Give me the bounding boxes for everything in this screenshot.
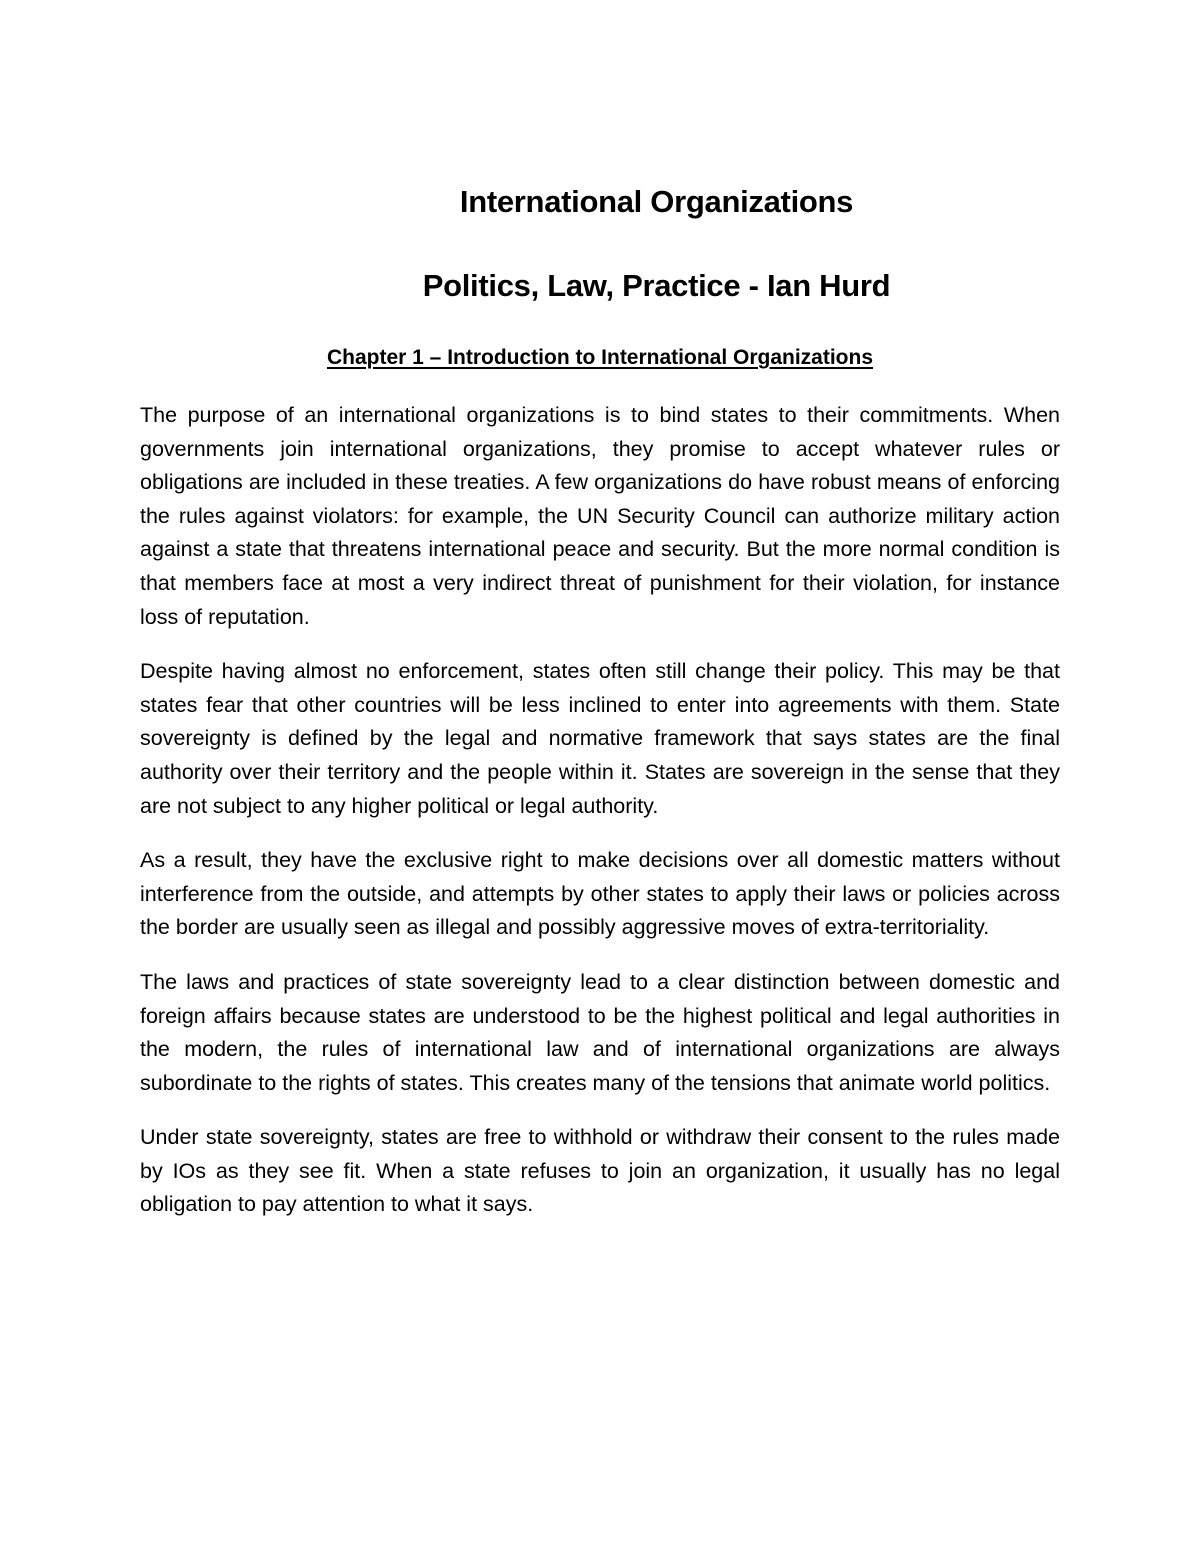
document-title: International Organizations bbox=[459, 184, 854, 219]
paragraph: Despite having almost no enforcement, states often still change their policy. This may be that states fear that other countries will be less inclined to enter into agreements with them. State sovereignty is defined by the legal and normative framework that says states are the final authority over their territory and the people within it. States are sovereign in the sense that they are not subject to any higher political or legal authority. bbox=[140, 659, 1060, 818]
paragraph: Under state sovereignty, states are free to withhold or withdraw their consent to the rules made by IOs as they see fit. When a state refuses to join an organization, it usually has no legal obligation to pay attention to what it says. bbox=[140, 1125, 1060, 1217]
document-subtitle: Politics, Law, Practice - Ian Hurd bbox=[422, 268, 891, 303]
chapter-heading: Chapter 1 – Introduction to International Organizations bbox=[326, 346, 874, 369]
body-text bbox=[140, 399, 1060, 1243]
paragraph: As a result, they have the exclusive right to make decisions over all domestic matters without interference from the outside, and attempts by other states to apply their laws or policies across the border are usually seen as illegal and possibly aggressive moves of extra-territoriality. bbox=[140, 848, 1060, 940]
paragraph: The laws and practices of state sovereignty lead to a clear distinction between domestic and foreign affairs because states are understood to be the highest political and legal authorities in the modern, the rules of international law and of international organizations are always subordinate to the rights of states. This creates many of the tensions that animate world politics. bbox=[140, 969, 1060, 1095]
paragraph: The purpose of an international organizations is to bind states to their commitments. When governments join international organizations, they promise to accept whatever rules or obligations are included in these treaties. A few organizations do have robust means of enforcing the rules against violators: for example, the UN Security Council can authorize military action against a state that threatens international peace and security. But the more normal condition is that members face at most a very indirect threat of punishment for their violation, for instance loss of reputation. bbox=[140, 403, 1060, 629]
